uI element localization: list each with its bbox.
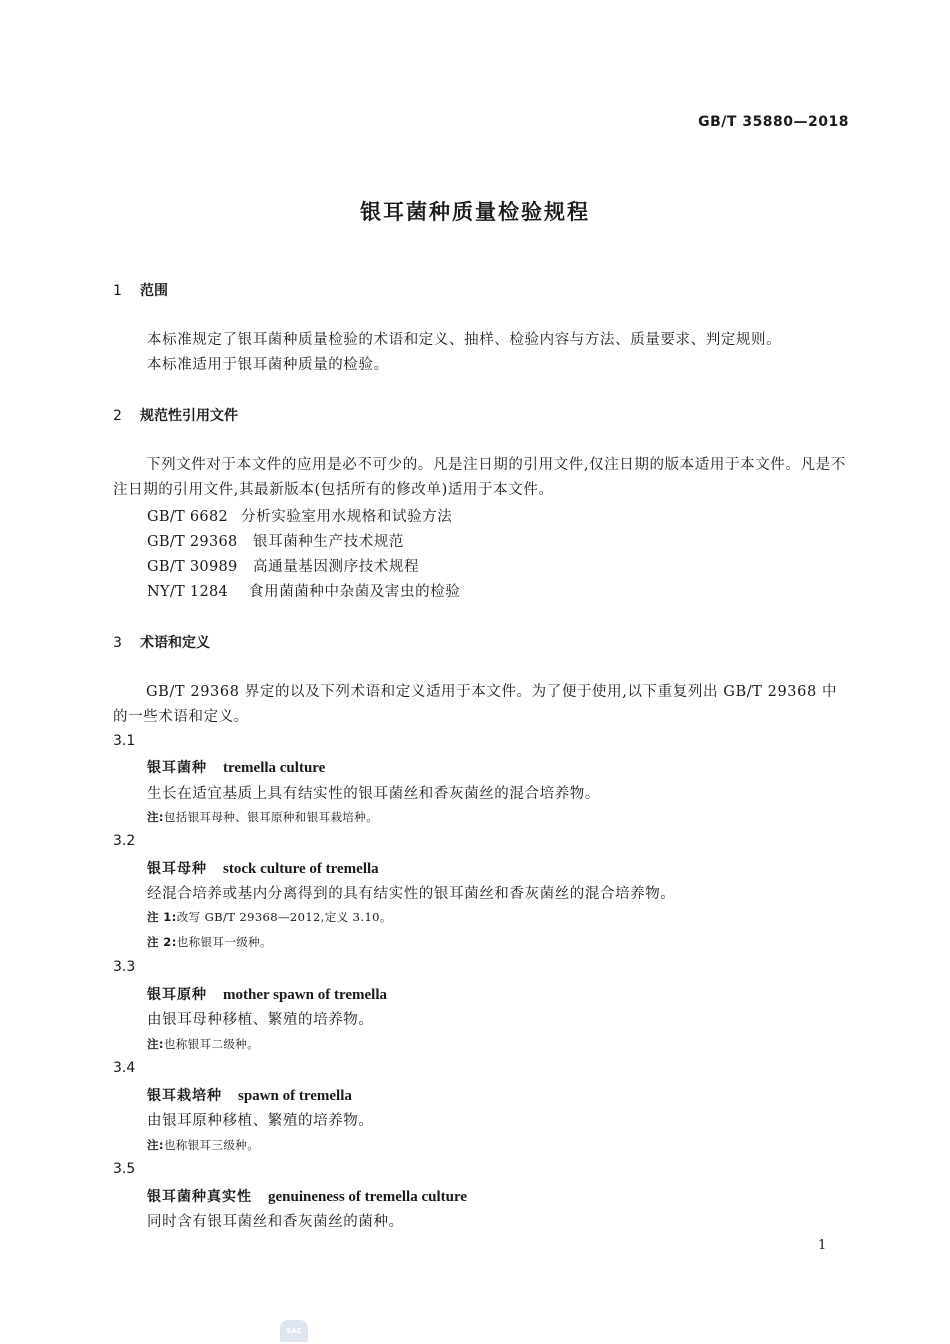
note-label: 注:: [147, 1138, 164, 1152]
term-chinese: 银耳原种: [147, 987, 207, 1003]
note-label: 注 2:: [147, 935, 177, 949]
reference-item: [147, 505, 452, 526]
term-note: [147, 909, 392, 925]
standard-number: GB/T 35880—2018: [698, 114, 849, 130]
clause-number: 3.2: [113, 833, 136, 849]
page-number: 1: [818, 1238, 827, 1253]
reference-title: 银耳菌种生产技术规范: [253, 534, 404, 550]
reference-item: [147, 555, 419, 576]
section-2-heading: [113, 405, 238, 425]
term-note: [147, 934, 272, 950]
reference-title: 分析实验室用水规格和试验方法: [241, 509, 453, 525]
note-label: 注:: [147, 1037, 164, 1051]
section-3-heading: [113, 632, 210, 652]
note-label: 注:: [147, 810, 164, 824]
clause-number: 3.3: [113, 959, 136, 975]
reference-code: NY/T 1284: [147, 584, 229, 600]
term-heading: [147, 757, 325, 777]
section-number: 2: [113, 408, 122, 424]
section-title: 术语和定义: [140, 635, 210, 651]
term-definition: 同时含有银耳菌丝和香灰菌丝的菌种。: [147, 1214, 404, 1230]
paragraph: 下列文件对于本文件的应用是必不可少的。凡是注日期的引用文件,仅注日期的版本适用于本文件。凡是不注日期的引用文件,其最新版本(包括所有的修改单)适用于本文件。: [113, 457, 846, 498]
term-english: stock culture of tremella: [223, 861, 379, 877]
section-1-heading: [113, 280, 168, 300]
term-chinese: 银耳菌种: [147, 760, 207, 776]
clause-number: 3.5: [113, 1161, 136, 1177]
reference-code: GB/T 29368: [147, 534, 238, 550]
term-note: [147, 1036, 259, 1052]
term-heading: [147, 1186, 467, 1206]
reference-code: GB/T 6682: [147, 509, 229, 525]
section-number: 3: [113, 635, 122, 651]
section-title: 范围: [140, 283, 168, 299]
term-heading: [147, 1085, 352, 1105]
reference-item: [147, 530, 404, 551]
term-english: genuineness of tremella culture: [268, 1189, 468, 1205]
term-chinese: 银耳栽培种: [147, 1088, 222, 1104]
note-text: 也称银耳二级种。: [163, 1037, 260, 1051]
term-english: tremella culture: [223, 760, 326, 776]
clause-number: 3.1: [113, 733, 136, 749]
term-definition: 经混合培养或基内分离得到的具有结实性的银耳菌丝和香灰菌丝的混合培养物。: [147, 886, 676, 902]
term-note: [147, 809, 378, 825]
term-chinese: 银耳菌种真实性: [147, 1189, 252, 1205]
paragraph: 本标准适用于银耳菌种质量的检验。: [147, 357, 389, 373]
reference-item: [147, 580, 460, 601]
term-definition: 由银耳母种移植、繁殖的培养物。: [147, 1012, 374, 1028]
term-definition: 由银耳原种移植、繁殖的培养物。: [147, 1113, 374, 1129]
document-title: 银耳菌种质量检验规程: [360, 200, 590, 224]
reference-title: 食用菌菌种中杂菌及害虫的检验: [249, 584, 461, 600]
term-heading: [147, 984, 387, 1004]
term-definition: 生长在适宜基质上具有结实性的银耳菌丝和香灰菌丝的混合培养物。: [147, 786, 600, 802]
term-heading: [147, 858, 379, 878]
term-chinese: 银耳母种: [147, 861, 207, 877]
clause-number: 3.4: [113, 1060, 136, 1076]
note-label: 注 1:: [147, 910, 177, 924]
note-text: 也称银耳三级种。: [163, 1138, 260, 1152]
reference-title: 高通量基因测序技术规程: [253, 559, 420, 575]
section-number: 1: [113, 283, 122, 299]
note-text: 也称银耳一级种。: [176, 935, 272, 949]
note-text: 改写 GB/T 29368—2012,定义 3.10。: [176, 910, 392, 924]
reference-code: GB/T 30989: [147, 559, 238, 575]
term-note: [147, 1137, 259, 1153]
section-title: 规范性引用文件: [140, 408, 238, 424]
paragraph: 本标准规定了银耳菌种质量检验的术语和定义、抽样、检验内容与方法、质量要求、判定规则。: [147, 332, 782, 348]
paragraph: GB/T 29368 界定的以及下列术语和定义适用于本文件。为了便于使用,以下重复列出 GB/T 29368 中的一些术语和定义。: [113, 684, 838, 725]
note-text: 包括银耳母种、银耳原种和银耳栽培种。: [163, 810, 379, 824]
term-english: spawn of tremella: [238, 1088, 352, 1104]
term-english: mother spawn of tremella: [223, 987, 388, 1003]
sac-watermark-logo: SAC: [280, 1320, 308, 1342]
